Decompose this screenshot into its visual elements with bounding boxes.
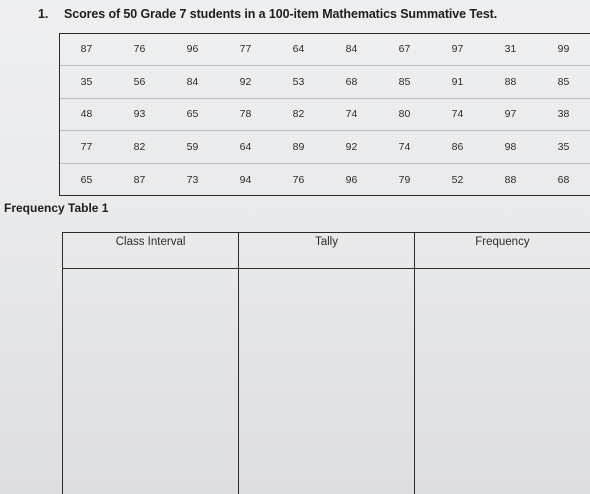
score-cell: 77 [60,131,113,164]
score-cell: 80 [378,98,431,131]
score-cell: 68 [557,173,570,186]
score-cell: 31 [484,34,537,65]
class-interval-cell[interactable] [63,268,239,494]
score-cell: 64 [219,131,272,164]
score-cell: 79 [398,173,411,186]
score-cell: 78 [219,98,272,131]
score-cell: 97 [431,34,484,65]
table-header-row [63,233,590,268]
score-cell: 65 [166,98,219,131]
score-cell: 87 [133,173,146,186]
table-row [60,34,590,65]
question-text: Scores of 50 Grade 7 students in a 100-item Mathematics Summative Test. [64,7,498,21]
score-cell: 82 [113,131,166,164]
score-cell: 88 [504,173,517,186]
score-cell: 53 [272,65,325,98]
score-cell: 67 [378,34,431,65]
score-cell: 77 [219,34,272,65]
score-cell: 35 [60,65,113,98]
score-cell: 74 [325,98,378,131]
score-cell: 92 [325,131,378,164]
score-cell: 68 [325,65,378,98]
score-cell: 38 [537,98,590,131]
table-row [60,131,590,164]
scores-table [59,33,590,196]
score-cell: 96 [345,173,358,186]
question-heading [38,7,497,21]
score-cell: 96 [166,34,219,65]
score-cell: 84 [325,34,378,65]
score-cell: 82 [272,98,325,131]
score-cell: 87 [60,34,113,65]
column-header-frequency: Frequency [414,233,590,268]
table-row [60,65,590,98]
score-cell: 85 [537,65,590,98]
score-cell: 76 [292,173,305,186]
score-cell: 92 [219,65,272,98]
score-cell: 97 [484,98,537,131]
score-cell: 94 [239,173,252,186]
score-cell: 85 [378,65,431,98]
tally-cell[interactable] [239,268,415,494]
score-cell: 48 [60,98,113,131]
score-cell: 84 [166,65,219,98]
score-cell: 52 [451,173,464,186]
score-cell: 86 [431,131,484,164]
frequency-table [62,232,590,494]
score-cell: 35 [537,131,590,164]
score-cell: 65 [80,173,93,186]
score-cell: 74 [378,131,431,164]
score-cell: 74 [431,98,484,131]
question-number: 1. [38,7,49,21]
score-cell: 64 [272,34,325,65]
score-cell: 89 [272,131,325,164]
table-row [60,164,590,195]
score-cell: 59 [166,131,219,164]
table-row [63,268,590,494]
frequency-table-title: Frequency Table 1 [4,201,109,215]
table-row [60,98,590,131]
score-cell: 93 [113,98,166,131]
column-header-class-interval: Class Interval [63,233,239,268]
score-cell: 99 [537,34,590,65]
score-cell: 88 [484,65,537,98]
column-header-tally: Tally [239,233,415,268]
score-cell: 91 [431,65,484,98]
score-cell: 98 [484,131,537,164]
score-cell: 76 [113,34,166,65]
frequency-cell[interactable] [414,268,590,494]
score-cell: 73 [186,173,199,186]
score-cell: 56 [113,65,166,98]
